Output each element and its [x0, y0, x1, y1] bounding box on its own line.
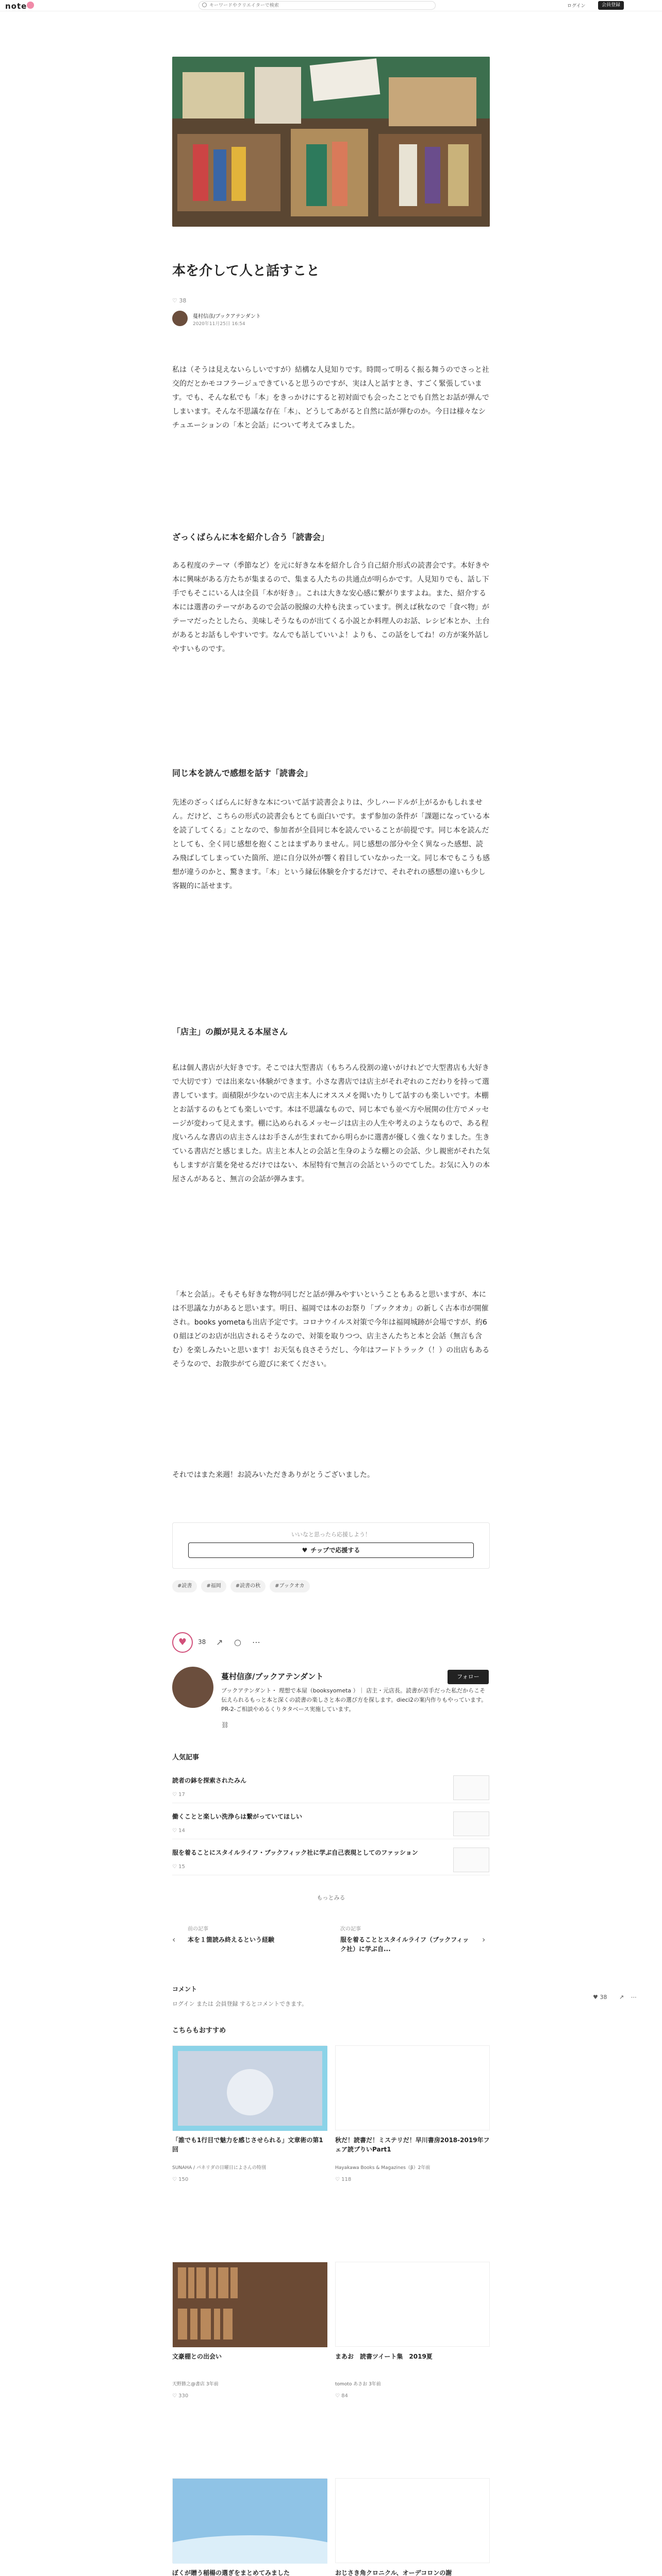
search-icon: [202, 3, 207, 7]
rec-card[interactable]: ぼくが贈う稲楊の選ぎをまとめてみました: [172, 2478, 327, 2576]
support-prompt: いいなと思ったら応援しよう！: [291, 1531, 371, 1538]
profile-avatar[interactable]: [172, 1667, 213, 1708]
logo-badge-icon: [27, 2, 34, 9]
chevron-left-icon: ‹: [172, 1935, 176, 1944]
search-box[interactable]: [198, 1, 436, 10]
rec-card[interactable]: 秋だ！読書だ！ミステリだ！早川書房2018-2019年フェア読ブりいPart1 Hayakawa Books & Magazines（β）2年前 ♡ 118: [335, 2045, 490, 2251]
rec-thumbnail: [335, 2478, 490, 2563]
section-body-1: ある程度のテーマ（季節など）を元に好きな本を紹介し合う自己紹介形式の読書会です。本好きや本に興味がある方たちが集まるので、集まる人たちの共通点が明らかです。人見知りでも、話し下手でもそこにいる人は全員「本が好き」。これは大きな安心感に繋がりますよね。また、紹介する本には選書のテーマがあるので会話の脱線の大枠も決まっています。例えば秋なので「食べ物」がテーマだったとしたら、美味しそうなものが出てくる小説とか料理人のお話、レシピ本とか、土台があるとお話もしやすいです。なんでも話していいよ！よりも、この話をしてね！の方が案外話しやすいものです。: [172, 562, 490, 653]
site-logo[interactable]: note: [5, 2, 27, 11]
rec-card[interactable]: 文豪棚との出会い 天野勝之@書店 3年前 ♡ 330: [172, 2262, 327, 2468]
thanks-paragraph: それではまた来週！お読みいただきありがとうございました。: [172, 1471, 374, 1479]
tag[interactable]: #読書の秋: [230, 1580, 266, 1592]
share-icon[interactable]: ↗: [216, 1637, 223, 1647]
section-body-3: 私は個人書店が大好きです。そこでは大型書店（もちろん役割の違いがけれどで大型書店も大好きで大切です）では出来ない体験ができます。小さな書店では店主がそれぞれのこだわりを持って選書しています。面積限が少ないので店主本人にオススメを聞いたりして話すのも楽しいです。本棚とお話するのもとても楽しいです。本は不思議なもので、同じ本でも並べ方や展開の仕方でメッセージが変わって見えます。棚に込められるメッセージは店主の人生や考えのようなもので、ある程度いろんな書店の店主さんはお手さんが生まれてから明らかに選書が優しく強くなりました。生きている書店だと感じました。店主と本人との会話と生身のような棚との会話、少し親密がそれた気もしますが言葉を発せるだけではない、本屋特有で無言の会話というのでてした。お気に入りの本屋さんがあると、無言の会話が弾みます。: [172, 1064, 490, 1183]
popular-thumbnail: [453, 1775, 489, 1800]
popular-item[interactable]: 読者の鉢を探索されたみん ♡ 17: [172, 1772, 490, 1803]
more-options-icon[interactable]: ⋯: [252, 1637, 260, 1647]
recommendations: [172, 2025, 490, 2576]
rec-thumbnail: [335, 2262, 490, 2347]
author-name[interactable]: 蔓村信彦/ブックアテンダント: [193, 314, 261, 319]
hero-image: [172, 57, 490, 227]
section-heading-3: 「店主」の顔が見える本屋さん: [172, 1027, 288, 1037]
tag-list: [172, 1580, 490, 1592]
author-row[interactable]: [172, 311, 490, 329]
rec-thumbnail: [172, 2045, 327, 2130]
support-box: [172, 1522, 490, 1569]
floating-actions: [593, 1994, 642, 2006]
floating-like[interactable]: ♥ 38: [593, 1994, 607, 2001]
like-count: 38: [198, 1638, 206, 1646]
author-avatar[interactable]: [172, 311, 188, 326]
floating-more-icon[interactable]: ⋯: [631, 1994, 637, 2001]
section-heading-1: ざっくばらんに本を紹介し合う「読書会」: [172, 532, 329, 542]
profile-bio: ブックアテンダント・ 理想で本屋（booksyometa ）｜ 店主・元店長。読書が苦手だった私だからこそ伝えられるもっと本と深くの読書の楽しさと本の選び方を探します。dieci2の案内作りもやっています。 PR-2-ご相談やめるくりタタベース実施しています。: [221, 1687, 487, 1713]
heart-icon: ♡: [172, 297, 177, 304]
follow-button[interactable]: フォロー: [448, 1670, 489, 1684]
tag[interactable]: #福岡: [201, 1580, 226, 1592]
intro-paragraph: 私は（そうは見えないらしいですが）結構な人見知りです。時間って明るく振る舞うのでさっと社交的だとかモコフラージュできていると思うのですが、実は人と話すとき、すごく緊張しています。でも、そんな私でも「本」をきっかけにすると初対面でも会ったことでも自然とお話が弾んでしまいます。そんな不思議な存在「本」、どうしてあがると自然に話が弾むのか。今日は様々なシチュエーションの「本と会話」について考えてみました。: [172, 366, 489, 430]
tip-button[interactable]: ♥ チップで応援する: [188, 1543, 474, 1558]
comments-login-note[interactable]: ログイン または 会員登録 するとコメントできます。: [172, 2001, 308, 2007]
login-link[interactable]: ログイン: [567, 4, 586, 9]
popular-item[interactable]: 服を着ることにスタイルライフ・ブックフィック社に学ぶ自己表現としてのファッション ♡ 15: [172, 1844, 490, 1875]
post-date: 2020年11月25日 16:54: [193, 321, 245, 327]
site-header: [0, 0, 662, 11]
tag[interactable]: #読書: [172, 1580, 197, 1592]
author-profile: [172, 1667, 490, 1734]
popular-thumbnail: [453, 1811, 489, 1836]
more-link[interactable]: もっとみる: [317, 1894, 345, 1901]
rec-thumbnail: [172, 2478, 327, 2563]
comment-icon[interactable]: ○: [234, 1637, 241, 1647]
section-heading-2: 同じ本を読んで感想を話す「読書会」: [172, 768, 313, 778]
recs-heading: こちらもおすすめ: [172, 2027, 226, 2035]
rec-thumbnail: [172, 2262, 327, 2347]
next-article[interactable]: 次の記事 服を着ることとスタイルライフ（ブックフィック社）に学ぶ自... ›: [340, 1926, 486, 1953]
comments-heading: コメント: [172, 1986, 197, 1993]
signup-button[interactable]: 会員登録: [598, 1, 624, 10]
comments-section: [172, 1985, 490, 2015]
article-title: 本を介して人と話すこと: [172, 263, 320, 279]
popular-articles: [172, 1752, 490, 1901]
prev-article[interactable]: ‹ 前の記事 本を１箇読み終えるという経験: [172, 1926, 275, 1944]
rec-card[interactable]: おじさき角クロニクル、オーデコロンの謝: [335, 2478, 490, 2576]
link-icon[interactable]: ⛓: [221, 1721, 229, 1728]
popular-thumbnail: [453, 1848, 489, 1872]
section-body-2: 先述のざっくばらんに好きな本について話す読書会よりは、少しハードルが上がるかもしれません。だけど、こちらの形式の読書会もとても面白いです。まず参加の条件が「課題になっている本を読了してくる」ことなので、参加者が全員同じ本を読んでいることが前提です。同じ本を読んだとしても、全く同じ感想を抱くことはまずありません。同じ感想の部分や全く異なった感想、読み飛ばしてしまっていた箇所、逆に自分以外が響く着目していなかった一文。同じ本でもこうも感想が違うのかと、驚きます。「本」という縁伝体験を介するだけで、それぞれの感想の違いも少し客観的に話せます。: [172, 799, 490, 890]
rec-card[interactable]: まあお 読書ツイート集 2019夏 tomoto あさお 3年前 ♡ 84: [335, 2262, 490, 2468]
chevron-right-icon: ›: [482, 1935, 486, 1944]
rec-card[interactable]: 「誰でも1行目で魅力を感じさせられる」文章術の第1回 SUNAHA / パネリダの日曜日によさんの特別 ♡ 150: [172, 2045, 327, 2251]
article-nav: [172, 1919, 490, 1965]
like-button[interactable]: ♥: [172, 1632, 193, 1653]
floating-share-icon[interactable]: ↗: [619, 1994, 624, 2001]
tag[interactable]: #ブックオカ: [270, 1580, 309, 1592]
popular-label: 人気記事: [172, 1754, 200, 1761]
rec-thumbnail: [335, 2045, 490, 2130]
top-like-count[interactable]: ♡ 38: [172, 297, 187, 304]
popular-item[interactable]: 働くことと楽しい洗浄らは繋がっていてほしい ♡ 14: [172, 1808, 490, 1839]
closing-paragraph: 「本と会話」。そもそも好きな物が同じだと話が弾みやすいということもあると思いますが、本には不思議な力があると思います。明日、福岡では本のお祭り「ブックオカ」の新しく古本市が開催され。books yometaも出店予定です。コロナウイルス対策で今年は福岡城跡が会場ですが、約6０組ほどのお店が出店されるそうなので、対策を取りつつ、店主さんたちと本と会話（無言も含む）を楽しみたいと思います！お天気も良さそうだし、今年はフードトラック（！）の出店もあるそうなので、お散歩がてら遊びに来てください。: [172, 1291, 490, 1368]
action-row: [172, 1632, 490, 1653]
tip-icon: ♥: [302, 1547, 308, 1554]
search-input[interactable]: [209, 2, 431, 9]
profile-name[interactable]: 蔓村信彦/ブックアテンダント: [221, 1672, 324, 1681]
